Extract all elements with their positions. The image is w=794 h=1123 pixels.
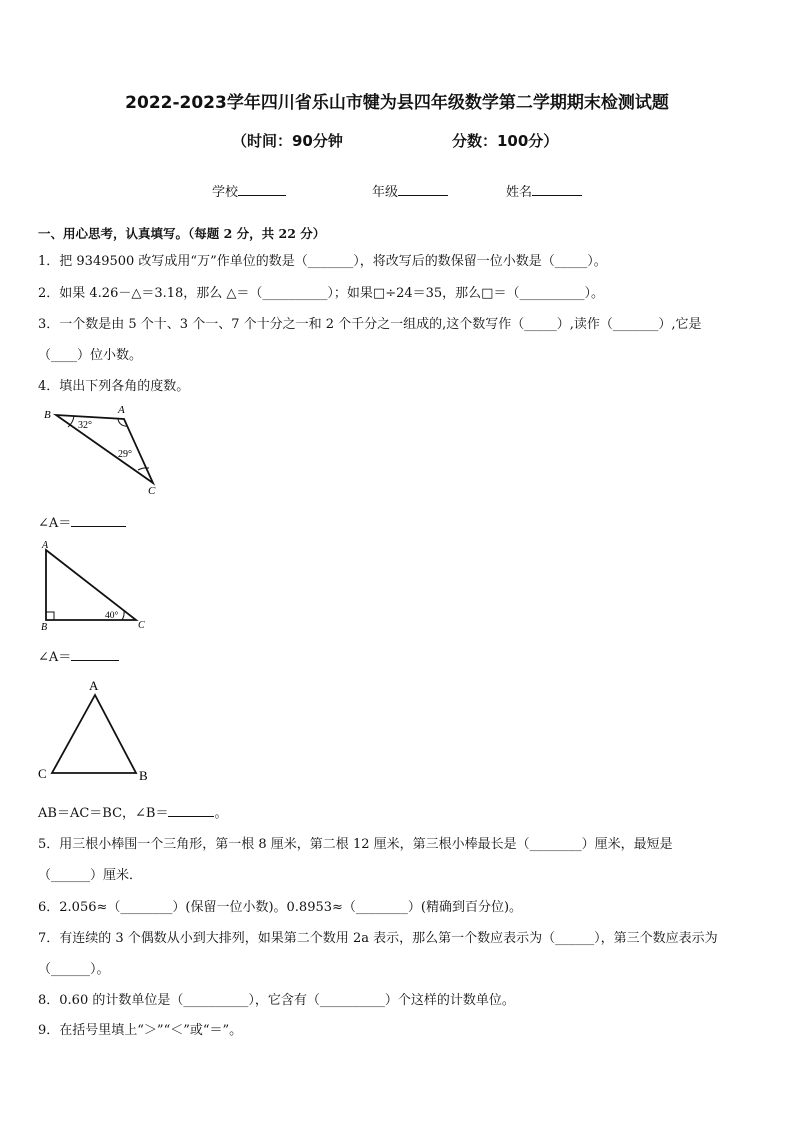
fig1-label-a: A [118, 404, 125, 416]
question-3-line-2: （____）位小数。 [38, 348, 143, 363]
answer-blank-4b[interactable] [71, 660, 119, 661]
fig2-label-b: B [41, 622, 48, 633]
exam-score: 分数：100分） [452, 132, 559, 150]
question-9: 9．在括号里填上“＞”“＜”或“＝”。 [38, 1023, 243, 1038]
fig1-angle-c: 29° [118, 449, 132, 460]
question-7-line-2: （______）。 [38, 962, 110, 977]
grade-label: 年级 [372, 185, 399, 200]
fig2-label-a: A [42, 540, 49, 551]
grade-field[interactable] [372, 181, 448, 200]
question-4c-end: 。 [214, 806, 228, 821]
question-4a-label: ∠A＝ [38, 516, 72, 531]
question-6: 6．2.056≈（________）(保留一位小数)。0.8953≈（________）(精确到百分位)。 [38, 900, 523, 915]
fig3-label-a: A [89, 678, 99, 693]
question-5-line-1: 5．用三根小棒围一个三角形，第一根 8 厘米，第二根 12 厘米，第三根小棒最长是（________）厘米，最短是 [38, 837, 673, 852]
answer-blank-4c[interactable] [168, 816, 214, 817]
question-4c [38, 802, 227, 821]
question-4c-label: AB＝AC＝BC，∠B＝ [38, 806, 169, 821]
fig2-label-c: C [138, 620, 145, 631]
question-3-line-1: 3．一个数是由 5 个十、3 个一、7 个十分之一和 2 个千分之一组成的,这个数写作（_____）,读作（_______）,它是 [38, 317, 702, 332]
school-blank[interactable] [238, 195, 286, 196]
page-title: 2022-2023学年四川省乐山市犍为县四年级数学第二学期期末检测试题 [125, 93, 669, 113]
name-blank[interactable] [532, 195, 582, 196]
name-label: 姓名 [506, 185, 533, 200]
fig2-angle-c: 40° [105, 611, 119, 621]
triangle-figure-1 [38, 400, 168, 500]
question-8: 8．0.60 的计数单位是（__________），它含有（__________）个这样的计数单位。 [38, 993, 515, 1008]
question-4b [38, 646, 119, 665]
fig3-label-b: B [139, 768, 148, 783]
exam-time: （时间：90分钟 [232, 132, 343, 150]
school-field[interactable] [212, 181, 286, 200]
answer-blank-4a[interactable] [71, 526, 126, 527]
school-label: 学校 [212, 185, 239, 200]
question-5-line-2: （______）厘米． [38, 868, 143, 883]
fig3-label-c: C [38, 766, 47, 781]
question-2: 2．如果 4.26－△＝3.18，那么 △＝（__________）；如果□÷24＝35，那么□＝（__________）。 [38, 286, 604, 301]
question-7-line-1: 7．有连续的 3 个偶数从小到大排列，如果第二个数用 2a 表示，那么第一个数应表示为（______），第三个数应表示为 [38, 931, 718, 946]
question-4a [38, 512, 126, 531]
grade-blank[interactable] [398, 195, 448, 196]
triangle-figure-3 [34, 676, 159, 784]
question-4: 4．填出下列各角的度数。 [38, 379, 190, 394]
fig1-angle-b: 32° [78, 420, 92, 431]
question-1: 1．把 9349500 改写成用“万”作单位的数是（_______），将改写后的数保留一位小数是（_____）。 [38, 254, 607, 269]
fig1-label-c: C [148, 485, 156, 497]
name-field[interactable] [506, 181, 582, 200]
triangle-figure-2 [36, 538, 156, 634]
question-4b-label: ∠A＝ [38, 650, 72, 665]
fig1-label-b: B [44, 409, 51, 421]
section-heading: 一、用心思考，认真填写。（每题 2 分，共 22 分） [38, 226, 326, 241]
